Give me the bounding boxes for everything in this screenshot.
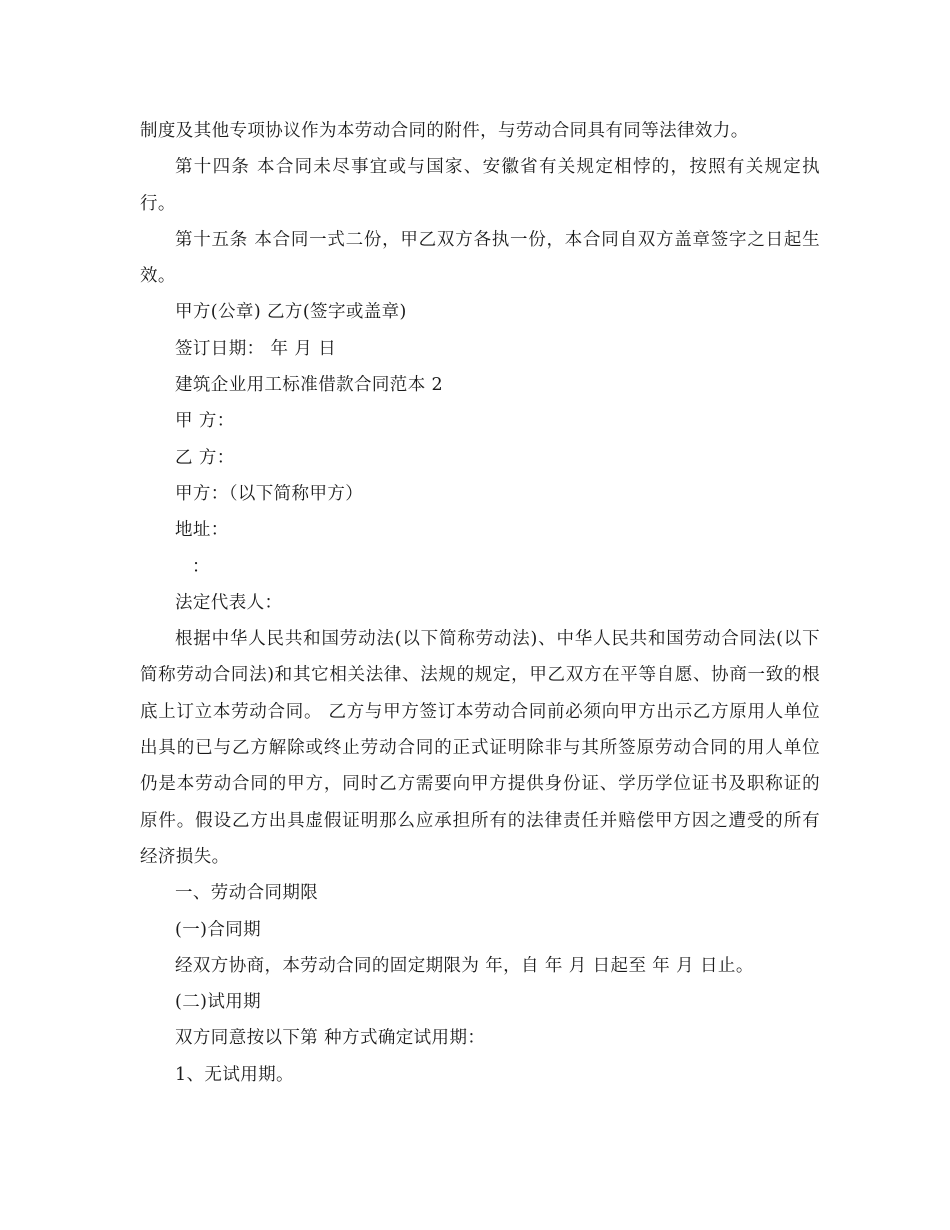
contract-title: 建筑企业用工标准借款合同范本 2 (175, 375, 444, 396)
list-item-no-probation: 1、无试用期。 (175, 1064, 294, 1085)
legal-representative-line: 法定代表人： (175, 592, 283, 613)
paragraph-legal-basis: 根据中华人民共和国劳动法(以下简称劳动法)、中华人民共和国劳动合同法(以下简称劳动合同法)和其它相关法律、法规的规定，甲乙双方在平等自愿、协商一致的根底上订立本劳动合同。 乙方与甲方签订本劳动合同前必须向甲方出示乙方原用人单位出具的已与乙方解除或终止劳动合同的正式证明除非与其所签原劳动合同的用人单位仍是本劳动合同的甲方，同时乙方需要向甲方提供身份证、学历学位证书及职称证的原件。假设乙方出具虚假证明那么应承担所有的法律责任并赔偿甲方因之遭受的所有经济损失。 (140, 629, 820, 867)
signing-date-line: 签订日期： 年 月 日 (175, 338, 337, 359)
subsection-contract-period: (一)合同期 (175, 919, 262, 940)
blank-colon-line: ： (192, 556, 210, 577)
subsection-probation: (二)试用期 (175, 992, 262, 1013)
party-b-line: 乙 方： (175, 447, 235, 468)
paragraph-attachment-clause: 制度及其他专项协议作为本劳动合同的附件，与劳动合同具有同等法律效力。 (140, 121, 749, 141)
address-line: 地址： (175, 520, 229, 541)
paragraph-fixed-term: 经双方协商，本劳动合同的固定期限为 年，自 年 月 日起至 年 月 日止。 (175, 955, 754, 976)
paragraph-probation-method: 双方同意按以下第 种方式确定试用期： (175, 1028, 486, 1049)
section-heading-term: 一、劳动合同期限 (175, 883, 319, 904)
signature-line: 甲方(公章) 乙方(签字或盖章) (175, 302, 407, 323)
party-a-abbreviation-line: 甲方：（以下简称甲方） (175, 483, 364, 504)
paragraph-article-14: 第十四条 本合同未尽事宜或与国家、安徽省有关规定相悖的，按照有关规定执行。 (140, 157, 820, 214)
paragraph-article-15: 第十五条 本合同一式二份，甲乙双方各执一份，本合同自双方盖章签字之日起生效。 (140, 229, 820, 287)
party-a-line: 甲 方： (175, 411, 235, 432)
document-body (140, 113, 820, 1093)
